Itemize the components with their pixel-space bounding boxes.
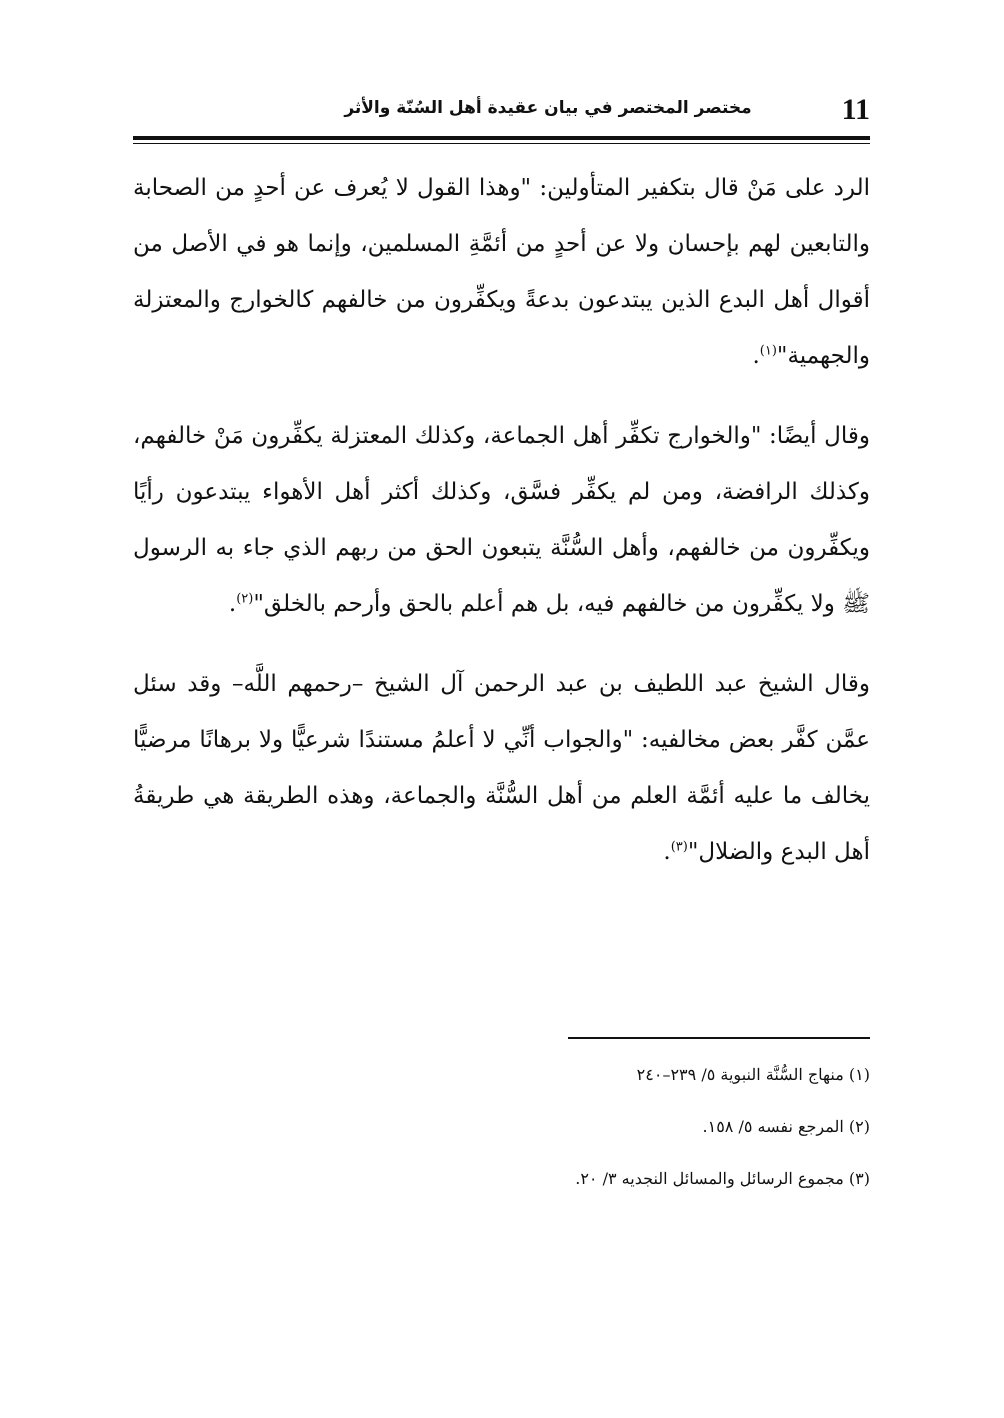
paragraph-1-end: . [752, 343, 760, 369]
paragraph-3 [133, 656, 870, 880]
paragraph-2-end: . [228, 591, 237, 617]
paragraph-1 [133, 160, 870, 384]
body-text [133, 160, 870, 904]
footnotes [400, 1062, 870, 1218]
page-number: 11 [841, 93, 870, 126]
paragraph-2-text: وقال أيضًا: "والخوارج تكفِّر أهل الجماعة، وكذلك المعتزلة يكفِّرون مَنْ خالفهم، وكذلك الرافضة، ومن لم يكفِّر فسَّق، وكذلك أكثر أهل الأهواء يبتدعون رأيًا ويكفِّرون من خالفهم، وأهل السُّنَّة يتبعون الحق من ربهم الذي جاء به الرسول ﷺ ولا يكفِّرون من خالفهم فيه، بل هم أعلم بالحق وأرحم بالخلق" [133, 423, 870, 617]
running-title: مختصر المختصر في بيان عقيدة أهل السُنّة والأثر [344, 98, 752, 118]
paragraph-1-text: الرد على مَنْ قال بتكفير المتأولين: "وهذا القول لا يُعرف عن أحدٍ من الصحابة والتابعين لهم بإحسان ولا عن أحدٍ من أئمَّةِ المسلمين، وإنما هو في الأصل من أقوال أهل البدع الذين يبتدعون بدعةً ويكفِّرون من خالفهم كالخوارج والمعتزلة والجهمية" [133, 175, 870, 369]
header-rule-thin [133, 143, 870, 144]
footnote-2: (٢) المرجع نفسه ٥/ ١٥٨. [702, 1117, 870, 1136]
paragraph-3-end: . [663, 839, 671, 865]
paragraph-3-text: وقال الشيخ عبد اللطيف بن عبد الرحمن آل الشيخ –رحمهم اللَّه– وقد سئل عمَّن كفَّر بعض مخالفيه: "والجواب أنِّي لا أعلمُ مستندًا شرعيًّا ولا برهانًا مرضيًّا يخالف ما عليه أئمَّة العلم من أهل السُّنَّة والجماعة، وهذه الطريقة هي طريقةُ أهل البدع والضلال" [133, 671, 870, 865]
footnote-ref-3[interactable]: (٣) [670, 839, 688, 855]
footnote-ref-2[interactable]: (٢) [236, 591, 254, 607]
header-rule [133, 136, 870, 140]
page-header [133, 88, 870, 132]
footnote-1: (١) منهاج السُّنَّة النبوية ٥/ ٢٣٩–٢٤٠ [636, 1065, 870, 1084]
footnote-3: (٣) مجموع الرسائل والمسائل النجديه ٣/ ٢٠. [575, 1169, 870, 1188]
paragraph-2 [133, 408, 870, 632]
footnote-rule [568, 1037, 870, 1039]
footnote-ref-1[interactable]: (١) [759, 343, 777, 359]
